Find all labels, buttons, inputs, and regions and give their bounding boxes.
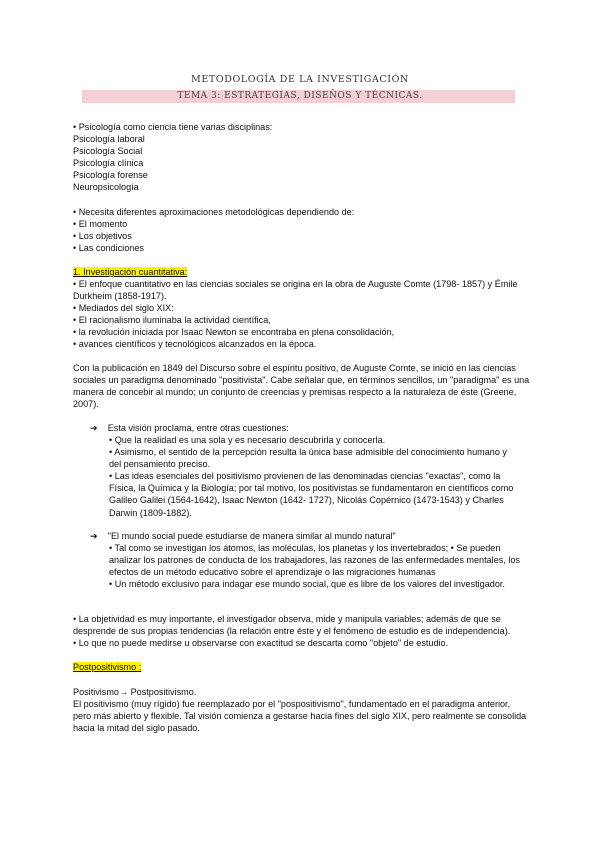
vision-list [109,434,529,519]
text-line: analizar los patrones de conducta de los trabajadores, las razones de las enfermedades mentales, los [109,555,520,566]
text-line: efectos de un método educativo sobre el aprendizaje o las migraciones humanas [109,567,436,578]
text-line: • Que la realidad es una sola y es necesario descubrirla y conocerla. [109,435,386,445]
postpositivismo-paragraph [73,686,531,734]
document-subtitle: TEMA 3: ESTRATEGIAS, DISEÑOS Y TÉCNICAS. [177,91,423,101]
cuantitativa-list [73,278,533,351]
heading-postpositivismo-text: Postpositivismo : [73,662,142,672]
arrow-icon: ➔ [90,531,98,541]
text-line: • Asimismo, el sentido de la percepción resulta la única base admisible del conocimiento humano y [109,447,507,458]
text-line: Con la publicación en 1849 del Discurso sobre el espíritu positivo, de Auguste Comte, se inició en las ciencias [73,363,516,373]
text-line: hacia la mitad del siglo pasado. [73,723,200,734]
objetividad-list [73,613,531,649]
text-line: Positivismo→ Postpositivismo. [73,687,197,697]
vision-intro-text: Esta visión proclama, entre otras cuestiones: [107,423,289,433]
text-line: • El momento [73,219,128,230]
text-line: 2007). [73,399,99,410]
text-line: • Psicología como ciencia tiene varias disciplinas: [73,122,273,132]
text-line: del pensamiento preciso. [109,459,211,470]
section-heading-postpositivismo [73,661,533,673]
arrow-icon: ➔ [90,423,98,433]
text-line: Física, la Química y la Biología; por tal motivo, los positivistas se fundamentaron en científicos como [109,483,514,494]
text-line: • avances científicos y tecnológicos alcanzados en la época. [73,339,317,350]
text-line: Darwin (1809-1882). [109,507,192,518]
text-line: • Lo que no puede medirse u observarse con exactitud se descarta como "objeto" de estudio. [73,638,449,649]
text-line: Psicología Social [73,146,143,157]
text-line: • Necesita diferentes aproximaciones metodológicas dependiendo de: [73,207,355,217]
text-line: • la revolución iniciada por Isaac Newton se encontraba en plena consolidación, [73,327,395,338]
text-line: • Las condiciones [73,243,144,254]
text-line: Neuropsicología [73,182,139,193]
text-line: El positivismo (muy rígido) fue reemplazado por el "pospositivismo", fundamentado en el paradigma anterior, [73,699,511,710]
disciplines-list [73,121,533,194]
text-line: • El racionalismo iluminaba la actividad científica, [73,315,271,326]
heading-cuantitativa-text: 1. Investigación cuantitativa: [73,267,188,277]
text-line: • Mediados del siglo XIX: [73,303,174,314]
text-line: sociales un paradigma denominado "positivista". Cabe señalar que, en términos sencillos, un "paradigma" es una [73,375,530,386]
text-line: Galileo Galilei (1564-1642), Isaac Newton (1642- 1727), Nicolás Copérnico (1473-1543) y Charles [109,495,504,506]
text-line: manera de concebir al mundo; un conjunto de creencias y premisas respecto a la naturaleza de éste (Greene, [73,387,517,398]
text-line: Psicología forense [73,170,148,181]
text-line: • Un método exclusivo para indagar ese mundo social, que es libre de los valores del investigador. [109,579,505,590]
paragraph-comte [73,362,531,410]
section-heading-cuantitativa [73,266,533,278]
text-line: • La objetividad es muy importante, el investigador observa, mide y manipula variables; además de que se [73,614,501,624]
document-title: METODOLOGÍA DE LA INVESTIGACIÓN [191,74,409,85]
vision-intro-row [90,422,289,434]
text-line: Durkheim (1858-1917). [73,291,167,302]
text-line: • Las ideas esenciales del positivismo provienen de las denominadas ciencias "exactas", como la [109,471,501,482]
text-line: Psicología laboral [73,134,145,145]
text-line: • Tal como se investigan los átomos, las moléculas, los planetas y los invertebrados; • Se pueden [109,543,501,553]
text-line: • El enfoque cuantitativo en las ciencias sociales se origina en la obra de Auguste Comte (1798- 1857) y Émile [73,279,518,289]
approaches-list [73,206,533,254]
mundo-social-intro-text: "El mundo social puede estudiarse de manera similar al mundo natural" [107,531,396,541]
text-line: Psicología clínica [73,158,144,169]
mundo-social-list [109,542,529,590]
text-line: • Los objetivos [73,231,132,242]
text-line: pero más abierto y flexible. Tal visión comienza a gestarse hacia fines del siglo XIX, pero realmente se consolida [73,711,527,722]
text-line: desprende de sus propias tendencias (la relación entre éste y el fenómeno de estudio es de independencia). [73,626,511,637]
mundo-social-intro-row [90,530,396,542]
